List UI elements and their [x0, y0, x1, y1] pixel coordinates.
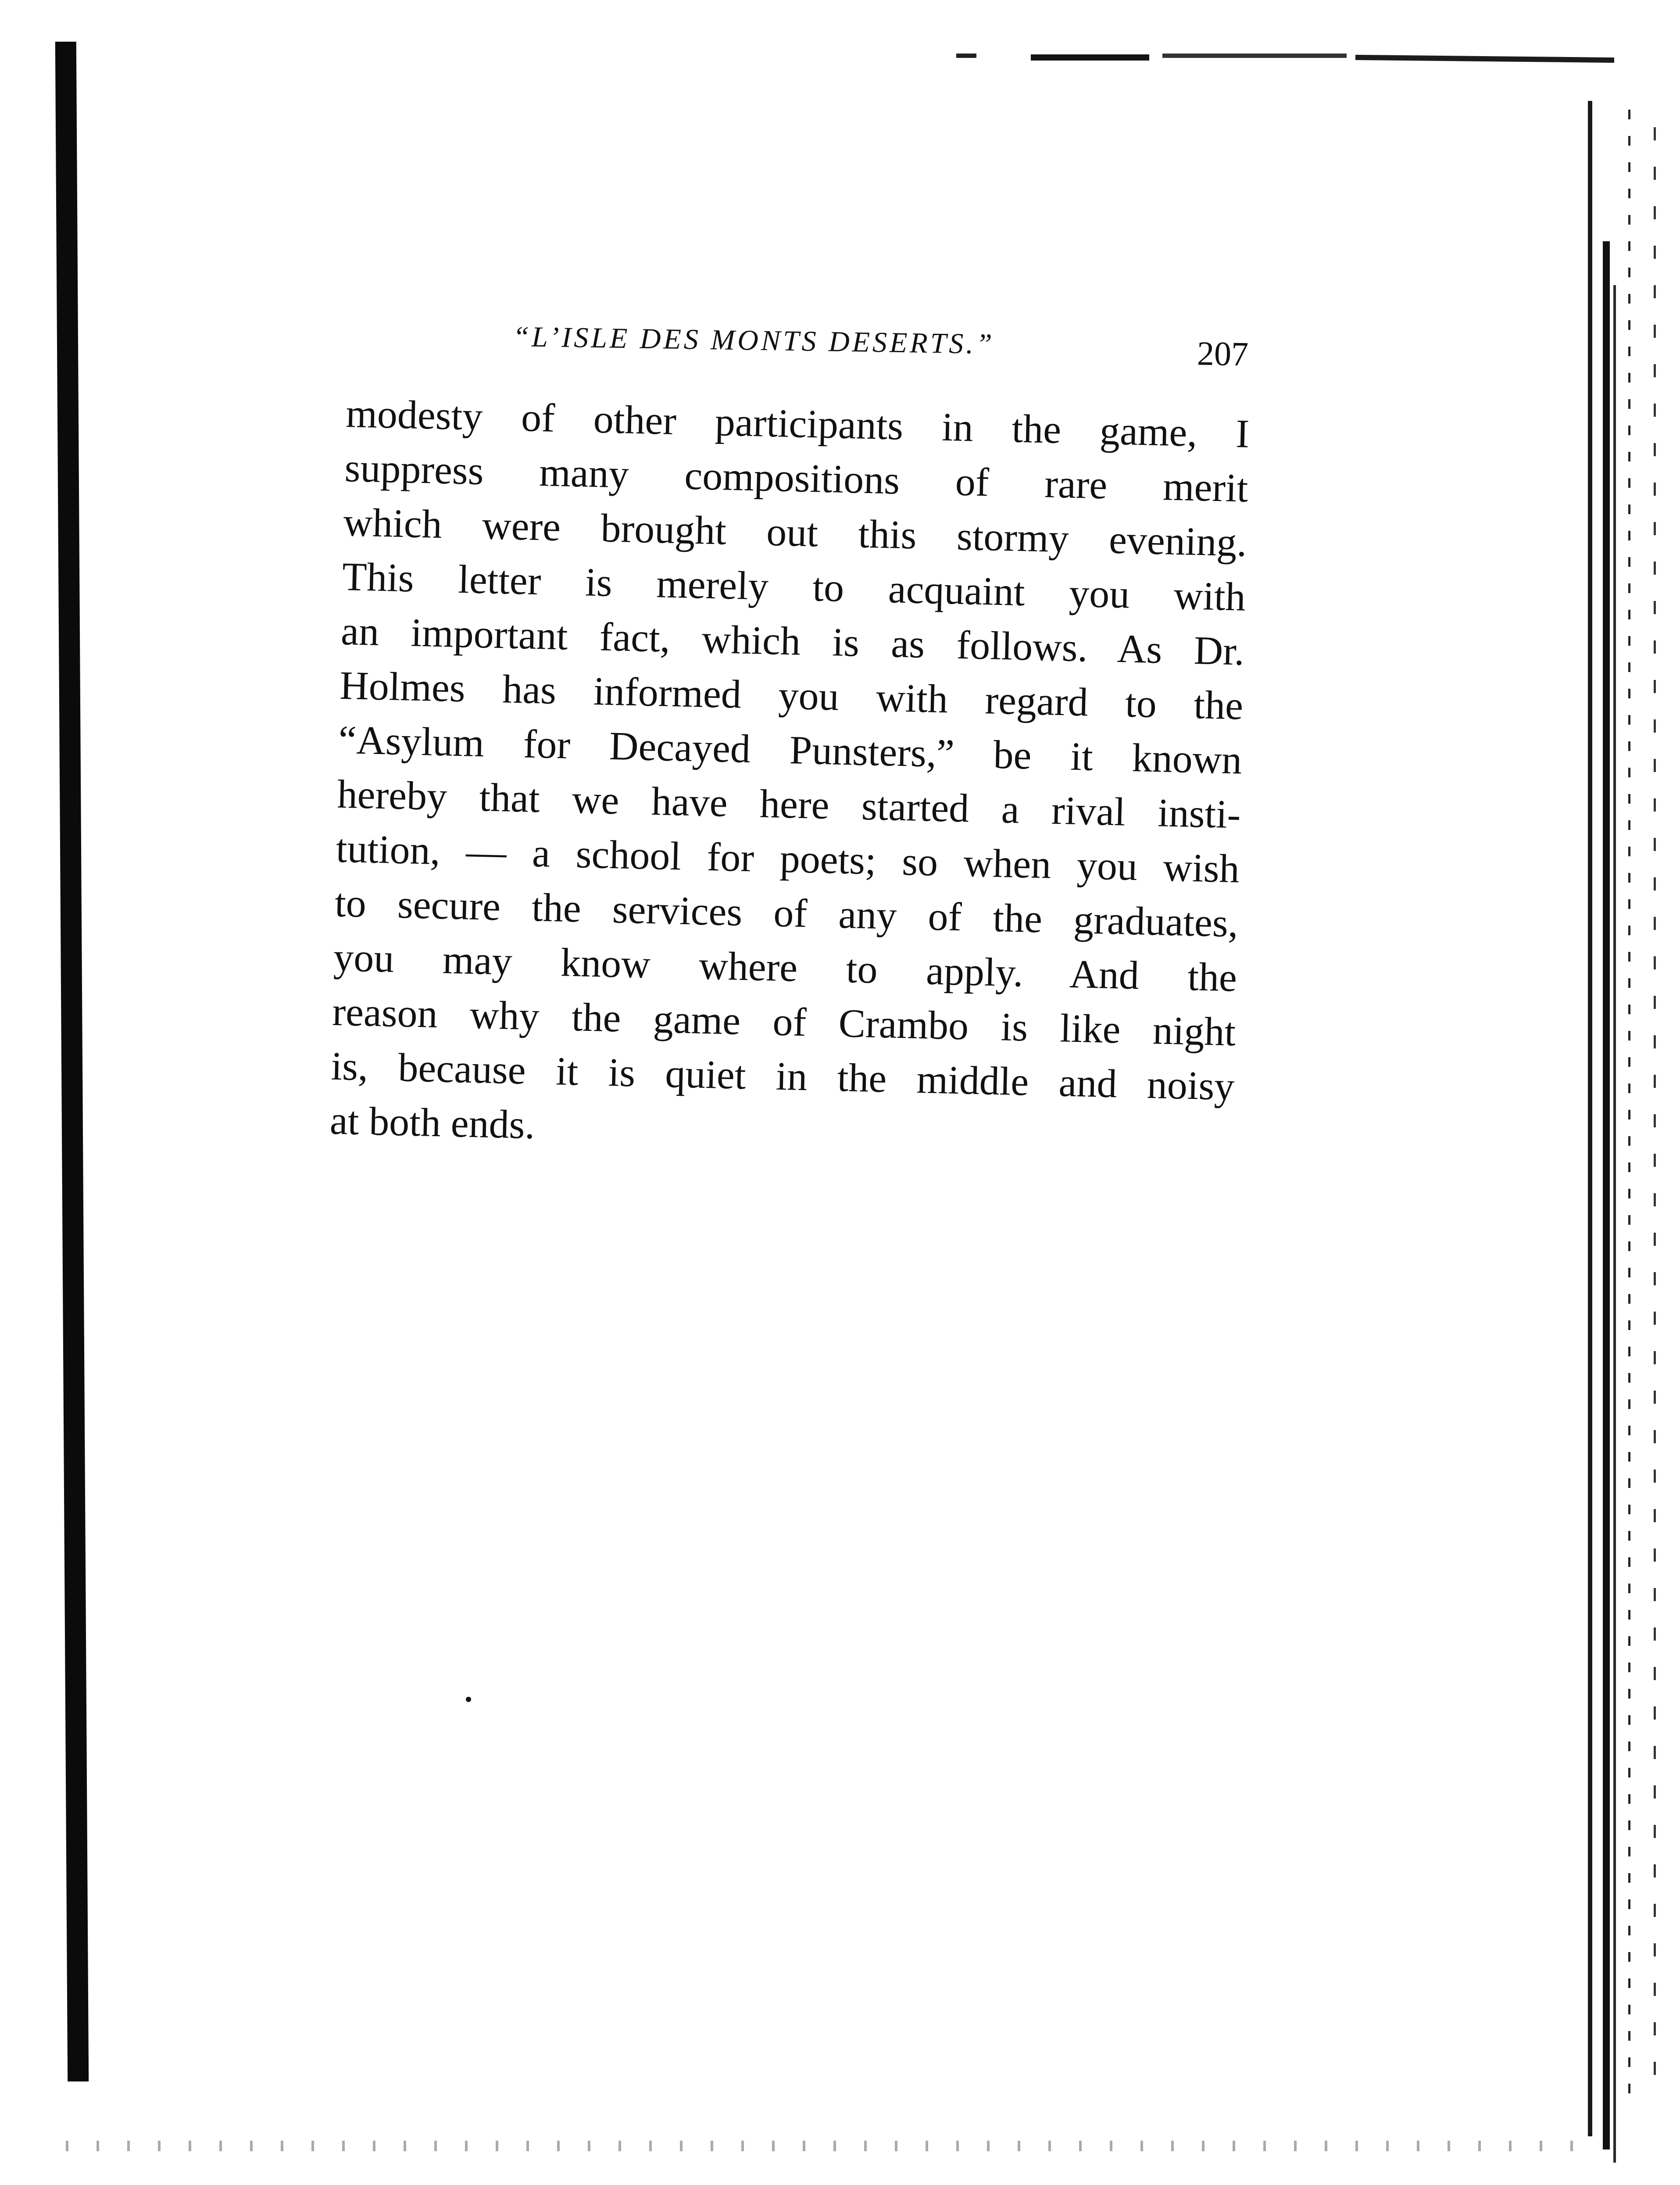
text-line: you may know where to apply. And the: [333, 934, 1238, 1000]
text-line: suppress many compositions of rare merit: [344, 445, 1249, 511]
scan-page-edges: [1588, 57, 1680, 2171]
text-line: “Asylum for Decayed Punsters,” be it known: [338, 717, 1243, 783]
body-text: [329, 386, 1250, 1168]
text-line: hereby that we have here started a rival insti-: [336, 771, 1241, 837]
text-line: Holmes has informed you with regard to the: [339, 662, 1244, 728]
scan-top-mark: [956, 54, 976, 58]
scan-top-edge: [1031, 52, 1614, 65]
running-head: [513, 320, 1259, 372]
text-line: to secure the services of any of the graduates,: [334, 880, 1239, 946]
text-line: an important fact, which is as follows. As Dr.: [340, 608, 1245, 674]
scan-speck: [466, 1697, 471, 1702]
text-line: is, because it is quiet in the middle and noisy: [330, 1043, 1235, 1109]
text-line: reason why the game of Crambo is like night: [332, 989, 1237, 1055]
text-line: This letter is merely to acquaint you with: [341, 554, 1246, 619]
text-line: tution, — a school for poets; so when you wish: [335, 826, 1240, 891]
text-line: at both ends.: [329, 1098, 536, 1148]
scan-bottom-speckle: [66, 2141, 1579, 2151]
scan-binding-edge: [55, 42, 89, 2081]
running-title: “L’ISLE DES MONTS DESERTS.”: [512, 320, 995, 361]
text-line: which were brought out this stormy evening.: [343, 499, 1247, 565]
text-line: modesty of other participants in the game, I: [345, 390, 1250, 456]
page-number: 207: [1197, 334, 1249, 373]
